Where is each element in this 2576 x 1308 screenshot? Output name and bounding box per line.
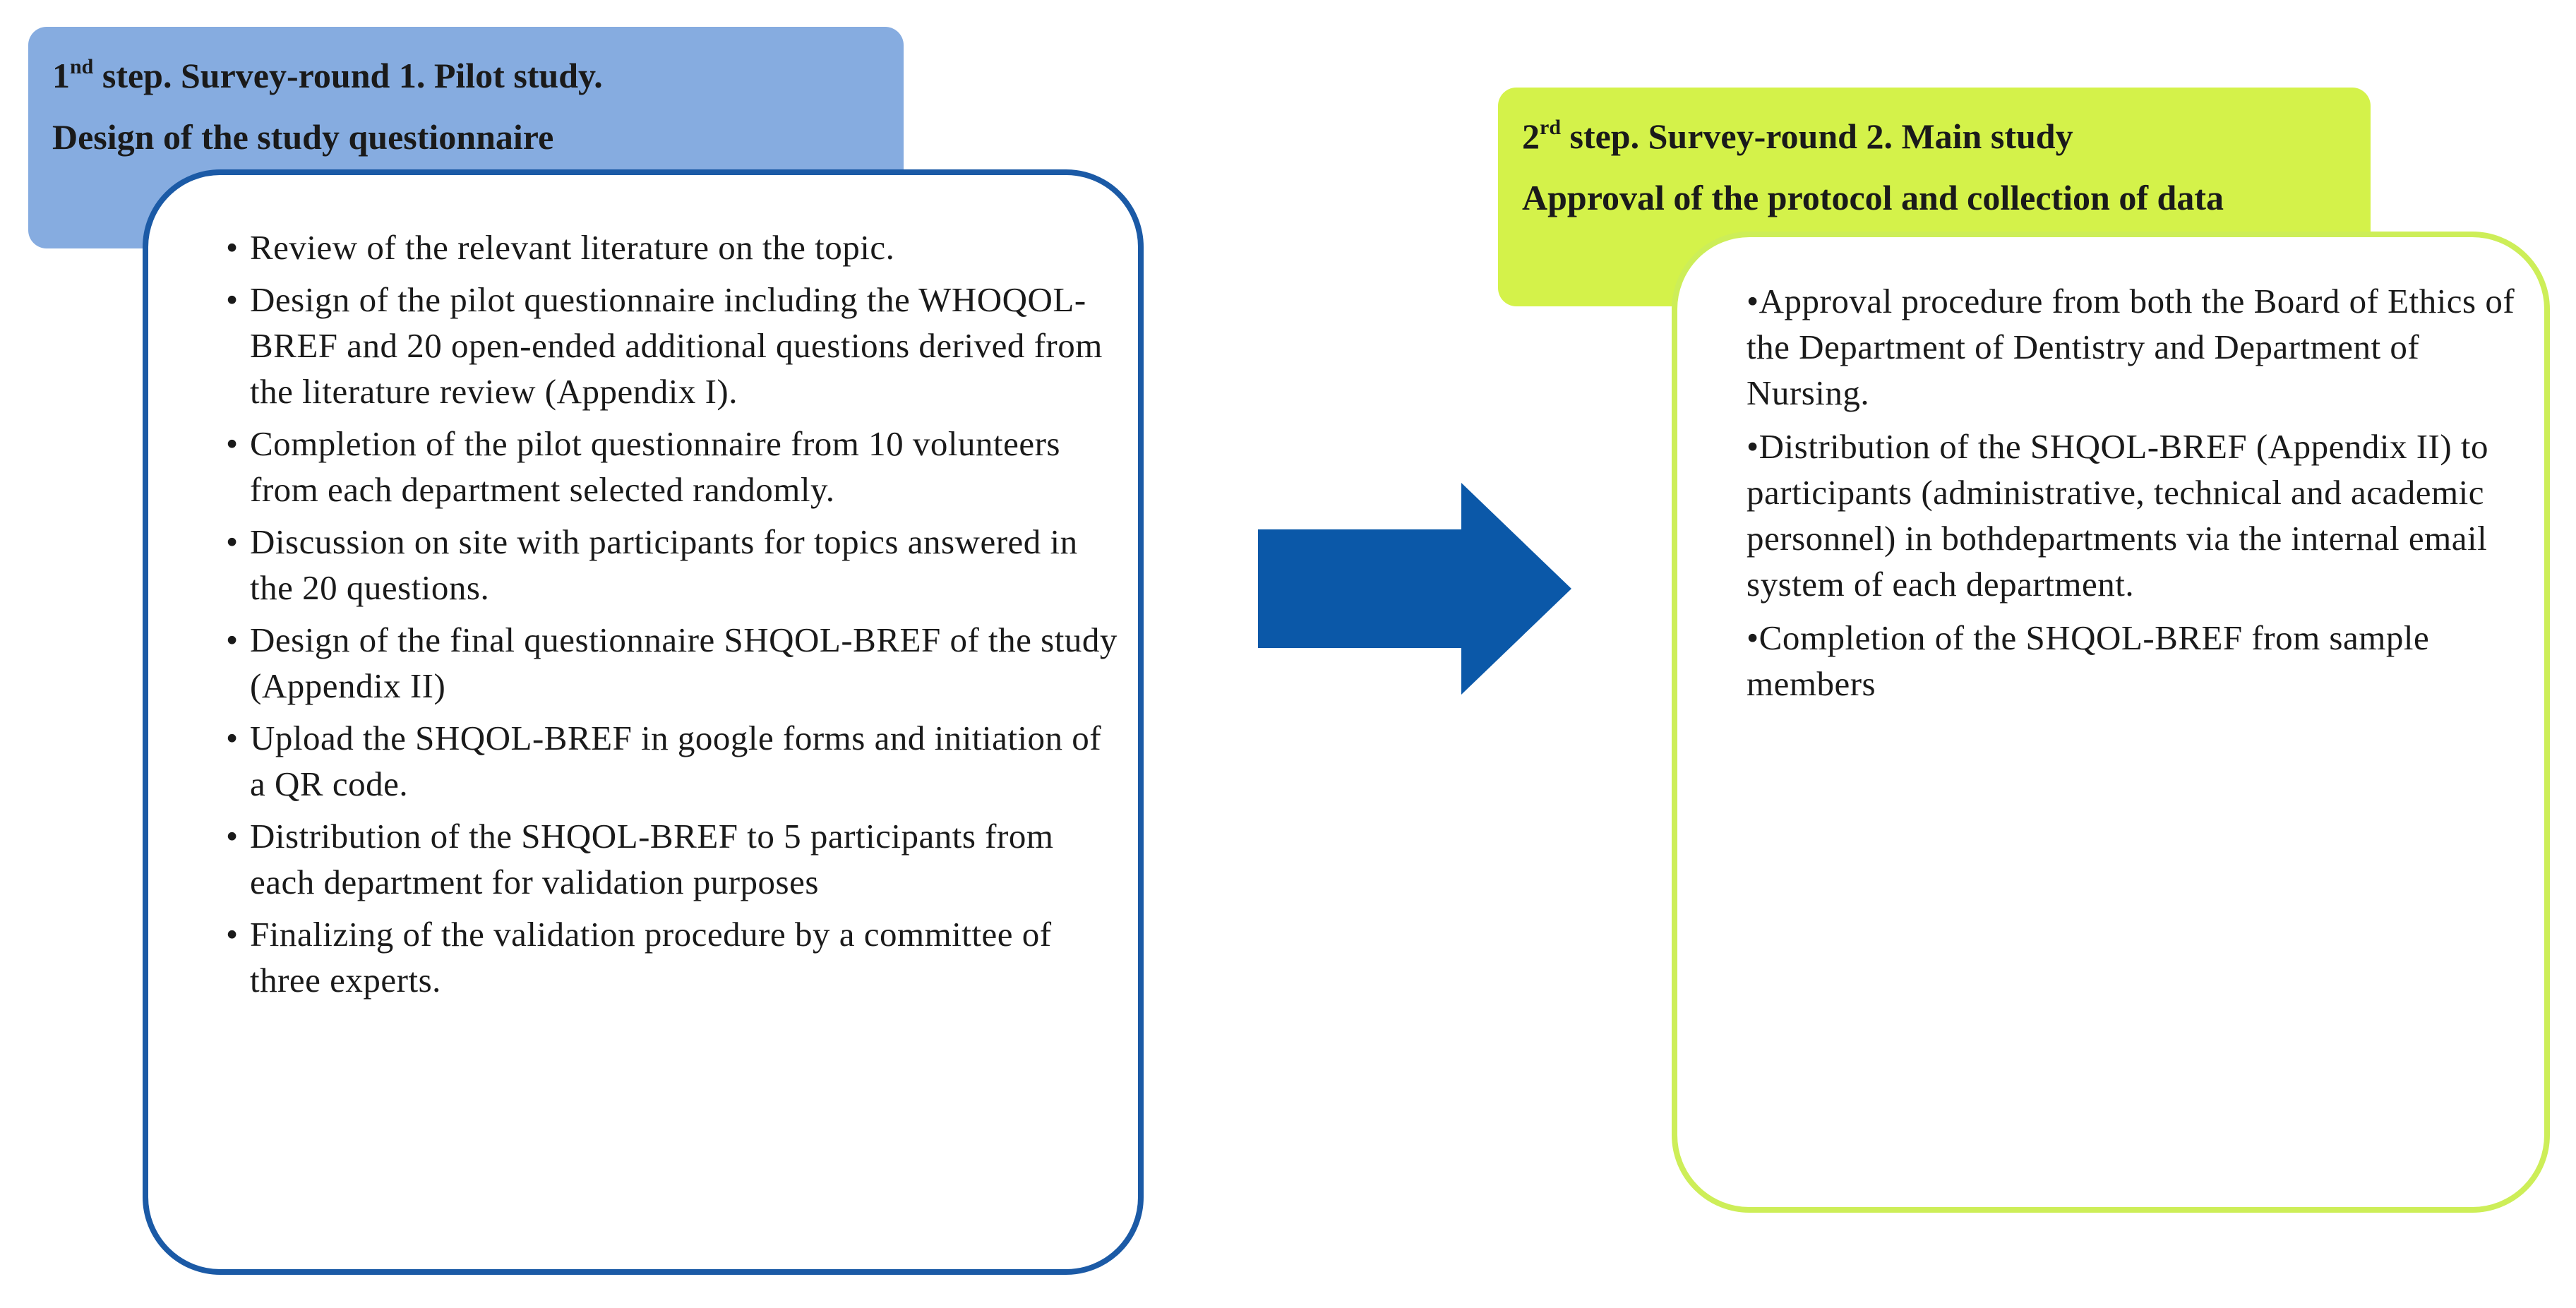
step1-item: • Design of the final questionnaire SHQOL-BREF of the study (Appendix II) <box>226 617 1122 709</box>
step1-item: • Upload the SHQOL-BREF in google forms and initiation of a QR code. <box>226 715 1122 807</box>
step1-subtitle: Design of the study questionnaire <box>52 117 554 157</box>
step1-item: • Finalizing of the validation procedure by a committee of three experts. <box>226 911 1122 1003</box>
step2-item: • Approval procedure from both the Board of Ethics of the Department of Dentistry and Department of Nursing. <box>1747 278 2530 416</box>
step1-item: • Completion of the pilot questionnaire from 10 volunteers from each department selected randomly. <box>226 421 1122 512</box>
step2-list <box>1747 278 2530 714</box>
step2-title: 2rd step. Survey-round 2. Main study <box>1522 116 2073 156</box>
step1-title: 1nd step. Survey-round 1. Pilot study. <box>52 55 603 95</box>
step1-list <box>226 224 1122 1009</box>
step2-card <box>1672 232 2550 1213</box>
step1-item: • Review of the relevant literature on the topic. <box>226 224 1122 270</box>
step1-item: • Design of the pilot questionnaire including the WHOQOL-BREF and 20 open-ended additional questions derived from the literature review (Appendix I). <box>226 277 1122 414</box>
step2-subtitle: Approval of the protocol and collection of data <box>1522 178 2224 217</box>
step2-item: • Distribution of the SHQOL-BREF (Appendix II) to participants (administrative, technical and academic personnel) in bothdepartments via the internal email system of each department. <box>1747 424 2530 607</box>
step2-item: • Completion of the SHQOL-BREF from sample members <box>1747 615 2530 707</box>
step1-item: • Discussion on site with participants for topics answered in the 20 questions. <box>226 519 1122 611</box>
right-arrow-icon <box>1258 483 1571 695</box>
step1-card <box>143 169 1144 1275</box>
step1-item: • Distribution of the SHQOL-BREF to 5 participants from each department for validation purposes <box>226 813 1122 905</box>
